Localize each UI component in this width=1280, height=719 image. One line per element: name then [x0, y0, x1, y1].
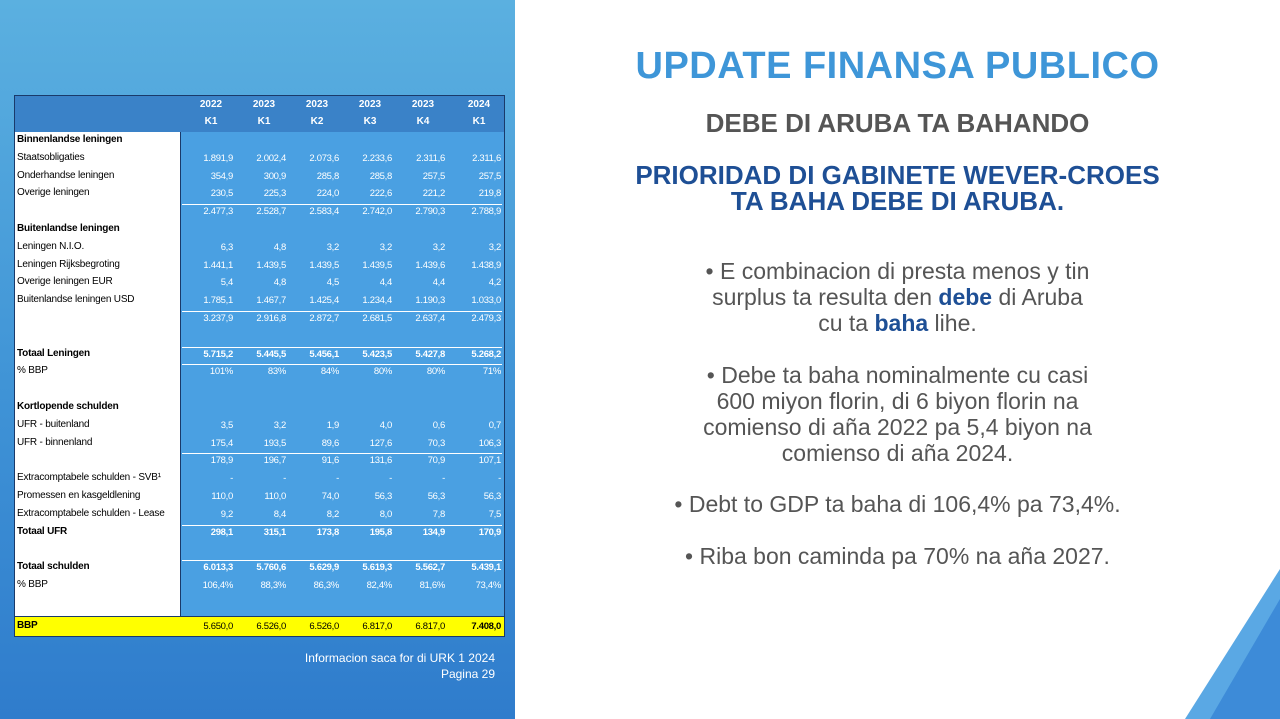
- priority-line: PRIORIDAD DI GABINETE WEVER-CROES: [635, 160, 1160, 190]
- table-cell: 4,2: [488, 277, 501, 289]
- table-cell: 6.013,3: [203, 562, 233, 574]
- table-row: [15, 222, 504, 239]
- table-cell: 5.562,7: [415, 562, 445, 574]
- priority-heading: [515, 162, 1280, 214]
- table-cell: 225,3: [263, 188, 286, 200]
- row-label: Leningen N.I.O.: [17, 240, 85, 252]
- table-cell: 101%: [209, 366, 233, 378]
- table-cell: 5.715,2: [203, 348, 233, 360]
- table-cell: 2.528,7: [256, 206, 286, 218]
- table-cell: 2.637,4: [415, 313, 445, 324]
- table-row: [15, 418, 504, 435]
- table-cell: 1.891,9: [203, 152, 233, 164]
- bullet-text: cu ta baha lihe.: [818, 310, 977, 336]
- column-quarter: K1: [472, 116, 486, 127]
- page-title: UPDATE FINANSA PUBLICO: [635, 45, 1160, 87]
- column-year: 2023: [305, 99, 329, 110]
- column-year: 2024: [467, 99, 491, 110]
- bullet-text: comienso di aña 2024.: [781, 440, 1014, 466]
- table-row: [15, 525, 504, 542]
- table-cell: 1.441,1: [203, 259, 233, 271]
- right-panel: [515, 0, 1280, 719]
- table-cell: 107,1: [478, 455, 501, 467]
- bullet-text: • Debe ta baha nominalmente cu casi: [706, 362, 1089, 388]
- bullet-text: comienso di aña 2022 pa 5,4 biyon na: [703, 414, 1092, 440]
- table-cell: 2.311,6: [416, 152, 445, 164]
- table-header: [15, 96, 504, 132]
- table-cell: 73,4%: [475, 580, 501, 591]
- row-label: UFR - buitenland: [17, 418, 90, 430]
- table-cell: 5.619,3: [362, 562, 392, 574]
- table-cell: 56,3: [427, 491, 445, 502]
- table-cell: 175,4: [210, 437, 233, 449]
- table-cell: 5.439,1: [471, 562, 501, 574]
- table-cell: 193,5: [263, 437, 286, 449]
- table-cell: -: [336, 473, 339, 485]
- table-cell: 221,2: [422, 188, 445, 200]
- table-cell: 300,9: [263, 170, 286, 182]
- row-label: Staatsobligaties: [17, 151, 85, 163]
- bullet-2: [515, 362, 1280, 466]
- highlight-debe: debe: [938, 284, 993, 310]
- table-cell: 70,3: [427, 437, 445, 449]
- table-cell: 3,2: [432, 241, 445, 253]
- bullet-4: • Riba bon caminda pa 70% na aña 2027.: [685, 543, 1110, 569]
- table-cell: 134,9: [422, 526, 445, 538]
- row-label: Promessen en kasgeldlening: [17, 490, 141, 501]
- table-row: [15, 186, 504, 203]
- table-row: [15, 329, 504, 346]
- rule-line: [182, 453, 502, 454]
- table-cell: 1.467,7: [256, 295, 286, 307]
- debt-table: [14, 95, 505, 637]
- table-cell: 2.002,4: [256, 152, 286, 164]
- table-cell: 0,6: [432, 419, 445, 431]
- column-quarter: K1: [257, 116, 271, 127]
- table-cell: 5.629,9: [309, 562, 339, 574]
- table-cell: 3,2: [379, 241, 392, 253]
- table-row: [15, 133, 504, 150]
- table-cell: 1,9: [326, 419, 339, 431]
- row-label: UFR - binnenland: [17, 436, 93, 448]
- table-cell: 196,7: [263, 455, 286, 467]
- table-cell: 110,0: [211, 491, 233, 502]
- row-label: Totaal Leningen: [17, 347, 90, 359]
- bullet-3: • Debt to GDP ta baha di 106,4% pa 73,4%.: [674, 491, 1121, 517]
- table-cell: 5.423,5: [362, 348, 392, 360]
- row-label: Onderhandse leningen: [17, 169, 115, 181]
- table-cell: 2.916,8: [256, 313, 286, 324]
- table-cell: -: [442, 473, 445, 485]
- table-cell: 82,4%: [366, 580, 392, 591]
- table-cell: 56,3: [374, 491, 392, 502]
- table-cell: 1.785,1: [203, 295, 233, 307]
- table-cell: 89,6: [321, 437, 339, 449]
- rule-line: [182, 525, 502, 526]
- table-cell: 2.233,6: [362, 152, 392, 164]
- bbp-cell: 6.817,0: [415, 621, 445, 632]
- table-cell: 2.477,3: [203, 206, 233, 218]
- table-cell: 2.479,3: [471, 313, 501, 324]
- rule-line: [182, 560, 502, 561]
- column-quarter: K3: [363, 116, 377, 127]
- table-cell: 1.190,3: [415, 295, 445, 307]
- table-cell: 230,5: [210, 188, 233, 200]
- table-cell: 2.790,3: [415, 206, 445, 218]
- table-row: [15, 560, 504, 577]
- table-cell: 1.234,4: [362, 295, 392, 307]
- table-cell: 5,4: [220, 277, 233, 289]
- table-cell: 8,0: [379, 508, 392, 520]
- table-cell: 1.439,5: [256, 259, 286, 271]
- table-cell: -: [389, 473, 392, 485]
- table-row: [15, 542, 504, 559]
- row-label: Buitenlandse leningen USD: [17, 294, 135, 306]
- table-cell: 80%: [373, 366, 392, 378]
- table-row: [15, 258, 504, 275]
- table-cell: 8,4: [273, 508, 286, 520]
- table-cell: 3,5: [220, 419, 233, 431]
- table-cell: 9,2: [220, 508, 233, 520]
- bbp-cell: 5.650,0: [203, 621, 233, 632]
- table-cell: 4,8: [273, 277, 286, 289]
- column-year: 2023: [358, 99, 382, 110]
- bullet-text: surplus ta resulta den debe di Aruba: [712, 284, 1083, 310]
- table-cell: -: [230, 473, 233, 485]
- bullet-text: • E combinacion di presta menos y tin: [705, 258, 1090, 284]
- table-cell: 178,9: [210, 455, 233, 467]
- table-cell: 1.439,5: [309, 259, 339, 271]
- table-cell: 5.760,6: [256, 562, 286, 574]
- table-cell: 91,6: [321, 455, 339, 467]
- table-row: [15, 204, 504, 221]
- table-cell: 2.872,7: [309, 313, 339, 324]
- bbp-cell: 6.817,0: [362, 621, 392, 632]
- table-cell: 6,3: [220, 241, 233, 253]
- table-cell: 7,5: [488, 508, 501, 520]
- column-year: 2023: [411, 99, 435, 110]
- left-panel: [0, 0, 515, 719]
- table-cell: 5.456,1: [309, 348, 339, 360]
- column-quarter: K4: [416, 116, 430, 127]
- table-row: [15, 240, 504, 257]
- row-label: Overige leningen EUR: [17, 276, 113, 288]
- table-cell: 2.788,9: [471, 206, 501, 218]
- rule-line: [182, 364, 502, 365]
- row-label: Buitenlandse leningen: [17, 223, 120, 234]
- table-cell: 3,2: [273, 419, 286, 431]
- source-text: Informacion saca for di URK 1 2024: [304, 651, 495, 665]
- source-note: [305, 650, 495, 682]
- table-row: [15, 364, 504, 381]
- row-label: Extracomptabele schulden - SVB¹: [17, 472, 161, 484]
- table-cell: 106,3: [478, 437, 501, 449]
- table-cell: -: [498, 473, 501, 485]
- bullet-1: [515, 258, 1280, 336]
- row-label: Totaal schulden: [17, 561, 90, 573]
- table-cell: 56,3: [483, 491, 501, 502]
- row-label: Leningen Rijksbegroting: [17, 258, 120, 270]
- table-cell: 83%: [267, 366, 286, 378]
- table-cell: 1.425,4: [309, 295, 339, 307]
- table-cell: 71%: [482, 366, 501, 378]
- table-cell: 257,5: [478, 170, 501, 182]
- table-cell: 84%: [320, 366, 339, 378]
- table-cell: 5.268,2: [471, 348, 501, 360]
- table-row: [15, 151, 504, 168]
- table-cell: 4,4: [432, 277, 445, 289]
- table-cell: 4,5: [326, 277, 339, 289]
- table-cell: 7,8: [432, 508, 445, 520]
- column-quarter: K1: [204, 116, 218, 127]
- bbp-cell: 6.526,0: [309, 621, 339, 632]
- table-cell: 354,9: [210, 170, 233, 182]
- table-cell: 3,2: [326, 241, 339, 253]
- table-cell: 81,6%: [419, 580, 445, 591]
- table-cell: 285,8: [316, 170, 339, 182]
- table-cell: 224,0: [316, 188, 339, 200]
- table-cell: 1.438,9: [471, 259, 501, 271]
- table-cell: 4,0: [379, 419, 392, 431]
- table-cell: 2.681,5: [362, 313, 392, 324]
- table-cell: 2.583,4: [309, 206, 339, 218]
- table-row: [15, 382, 504, 399]
- table-cell: 1.033,0: [471, 295, 501, 307]
- row-label: Kortlopende schulden: [17, 401, 119, 412]
- highlight-baha: baha: [874, 310, 929, 336]
- table-row: [15, 347, 504, 364]
- table-row: [15, 453, 504, 470]
- table-row: [15, 169, 504, 186]
- table-cell: 88,3%: [260, 580, 286, 591]
- table-row: [15, 436, 504, 453]
- row-label: Totaal UFR: [17, 525, 68, 537]
- table-row: [15, 311, 504, 328]
- column-year: 2023: [252, 99, 276, 110]
- column-quarter: K2: [310, 116, 324, 127]
- column-year: 2022: [199, 99, 223, 110]
- table-cell: 4,4: [379, 277, 392, 289]
- table-cell: 5.445,5: [256, 348, 286, 360]
- table-cell: 3,2: [488, 241, 501, 253]
- table-row: [15, 275, 504, 292]
- table-cell: 222,6: [369, 188, 392, 200]
- table-cell: 2.742,0: [362, 206, 392, 218]
- row-label: % BBP: [17, 579, 48, 590]
- table-row: [15, 293, 504, 310]
- table-cell: 315,1: [263, 526, 286, 538]
- table-cell: 173,8: [316, 526, 339, 538]
- table-cell: 3.237,9: [203, 313, 233, 324]
- page-reference: Pagina 29: [440, 667, 495, 681]
- table-row: [15, 507, 504, 524]
- table-cell: 127,6: [369, 437, 392, 449]
- rule-line: [182, 311, 502, 312]
- row-label: Extracomptabele schulden - Lease: [17, 507, 165, 519]
- row-label: Binnenlandse leningen: [17, 134, 123, 145]
- table-cell: 4,8: [273, 241, 286, 253]
- table-cell: 1.439,5: [362, 259, 392, 271]
- table-cell: 0,7: [488, 419, 501, 431]
- table-cell: 285,8: [369, 170, 392, 182]
- bbp-cell: 7.408,0: [471, 621, 501, 632]
- table-row: [15, 489, 504, 506]
- table-cell: 298,1: [210, 526, 233, 538]
- table-cell: 195,8: [369, 526, 392, 538]
- row-label: BBP: [17, 620, 38, 631]
- corner-decoration-inner: [1210, 599, 1280, 719]
- table-row: [15, 400, 504, 417]
- table-cell: -: [283, 473, 286, 485]
- table-cell: 8,2: [326, 508, 339, 520]
- row-label: % BBP: [17, 365, 48, 377]
- table-cell: 2.073,6: [309, 152, 339, 164]
- table-cell: 110,0: [264, 491, 286, 502]
- table-cell: 1.439,6: [415, 259, 445, 271]
- table-cell: 2.311,6: [472, 152, 501, 164]
- table-cell: 74,0: [321, 491, 339, 502]
- table-row: [15, 578, 504, 595]
- table-cell: 106,4%: [202, 580, 233, 591]
- bullet-text: 600 miyon florin, di 6 biyon florin na: [716, 388, 1079, 414]
- bbp-cell: 6.526,0: [256, 621, 286, 632]
- priority-line: TA BAHA DEBE DI ARUBA.: [730, 186, 1065, 216]
- subtitle: DEBE DI ARUBA TA BAHANDO: [705, 108, 1090, 138]
- table-cell: 219,8: [478, 188, 501, 200]
- table-cell: 131,6: [369, 455, 392, 467]
- table-cell: 170,9: [478, 526, 501, 538]
- row-label: Overige leningen: [17, 187, 90, 199]
- bbp-row: [15, 616, 504, 636]
- table-cell: 70,9: [427, 455, 445, 467]
- table-cell: 80%: [426, 366, 445, 378]
- table-cell: 86,3%: [313, 580, 339, 591]
- rule-line: [182, 204, 502, 205]
- table-row: [15, 471, 504, 488]
- table-cell: 257,5: [422, 170, 445, 182]
- table-cell: 5.427,8: [415, 348, 445, 360]
- rule-line: [182, 347, 502, 348]
